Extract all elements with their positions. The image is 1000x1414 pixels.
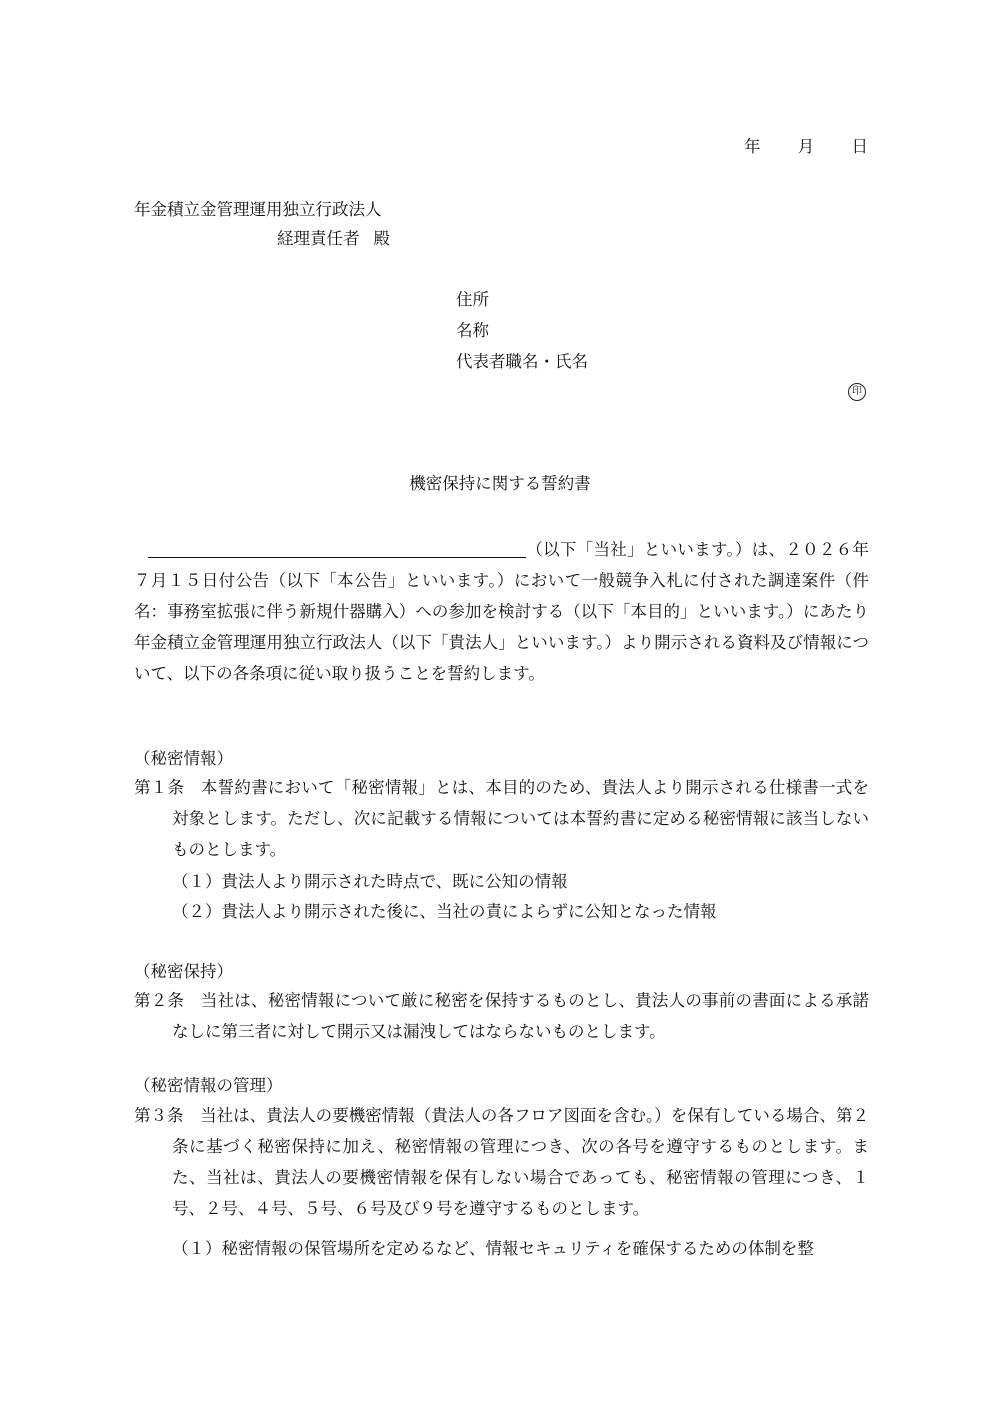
article-body: 第１条 本誓約書において「秘密情報」とは、本目的のため、貴法人より開示される仕様書一式を対象とします。ただし、次に記載する情報については本誓約書に定める秘密情報に該当しないものとします。	[134, 778, 869, 859]
intro-paragraph	[134, 534, 869, 689]
addressee-organization: 年金積立金管理運用独立行政法人	[134, 200, 382, 219]
company-name-blank[interactable]	[148, 539, 526, 558]
date-line	[744, 139, 868, 156]
date-day: 日	[851, 137, 868, 156]
date-month: 月	[797, 137, 815, 156]
sender-name-label: 名称	[456, 321, 489, 340]
article-2	[134, 985, 869, 1047]
date-year: 年	[744, 137, 761, 156]
sender-representative-label: 代表者職名・氏名	[456, 352, 588, 371]
addressee-honorific: 殿	[373, 229, 390, 248]
addressee-officer-line	[277, 231, 390, 248]
seal-mark: 印	[848, 383, 866, 401]
list-item: （１）貴法人より開示された時点で、既に公知の情報	[172, 872, 568, 891]
intro-text: （以下「当社」といいます。）は、２０２６年７月１５日付公告（以下「本公告」といいます。）において一般競争入札に付された調達案件（件名：事務室拡張に伴う新規什器購入）への参加を検討する（以下「本目的」といいます。）にあたり年金積立金管理運用独立行政法人（以下「貴法人」といいます。）より開示される資料及び情報について、以下の各条項に従い取り扱うことを誓約します。	[134, 540, 869, 683]
article-1	[134, 772, 869, 865]
section-heading: （秘密情報の管理）	[134, 1076, 283, 1095]
article-body: 第３条 当社は、貴法人の要機密情報（貴法人の各フロア図面を含む。）を保有している場合、第２条に基づく秘密保持に加え、秘密情報の管理につき、次の各号を遵守するものとします。また、当社は、貴法人の要機密情報を保有しない場合であっても、秘密情報の管理につき、１号、２号、４号、５号、６号及び９号を遵守するものとします。	[134, 1106, 869, 1218]
article-3	[134, 1100, 869, 1224]
sender-address-label: 住所	[456, 290, 489, 309]
list-item: （２）貴法人より開示された後に、当社の責によらずに公知となった情報	[172, 902, 717, 921]
article-body: 第２条 当社は、秘密情報について厳に秘密を保持するものとし、貴法人の事前の書面による承諾なしに第三者に対して開示又は漏洩してはならないものとします。	[134, 991, 869, 1041]
list-item: （１）秘密情報の保管場所を定めるなど、情報セキュリティを確保するための体制を整	[172, 1239, 814, 1258]
addressee-officer: 経理責任者	[277, 229, 360, 248]
section-heading: （秘密情報）	[134, 749, 233, 768]
section-heading: （秘密保持）	[134, 962, 233, 981]
document-title: 機密保持に関する誓約書	[409, 474, 591, 493]
